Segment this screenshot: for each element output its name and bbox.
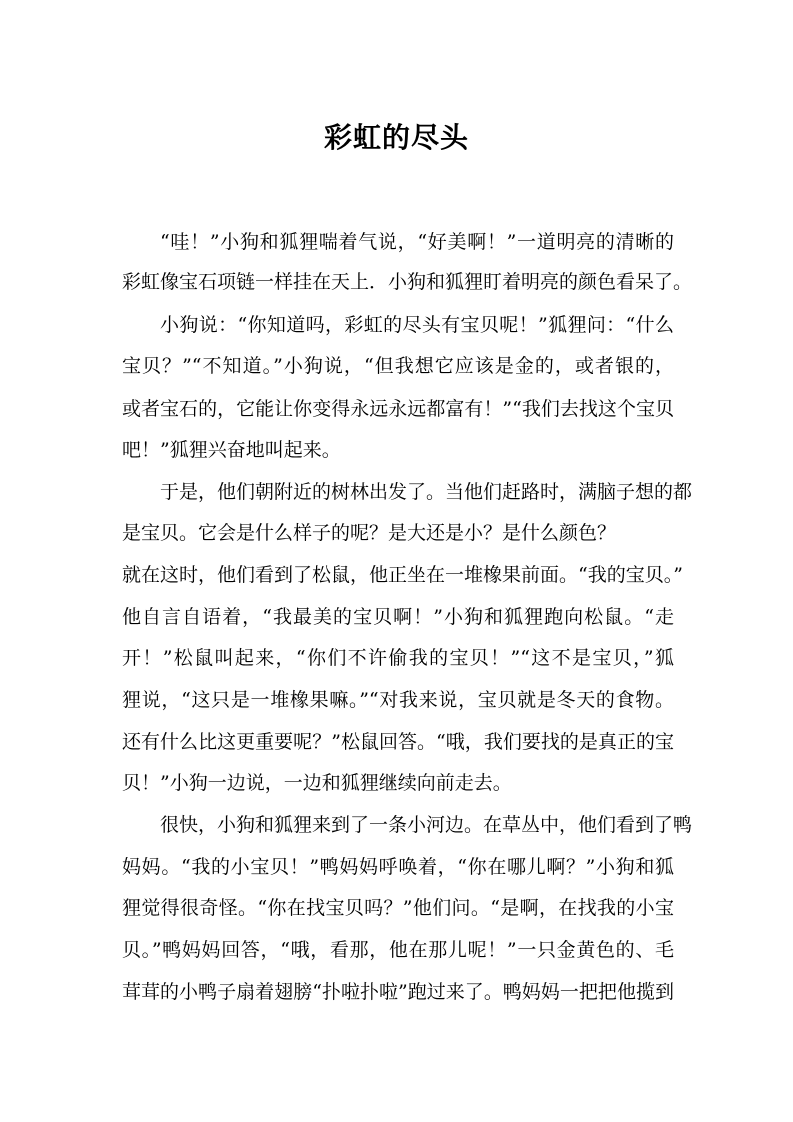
text-line: 就在这时，他们看到了松鼠，他正坐在一堆橡果前面。“我的宝贝。” <box>122 564 683 586</box>
text-line: 是宝贝。它会是什么样子的呢？是大还是小？是什么颜色？ <box>122 522 617 544</box>
text-line: 开！”松鼠叫起来，“你们不许偷我的宝贝！”“这不是宝贝，”狐 <box>122 647 674 669</box>
text-line: 很快，小狗和狐狸来到了一条小河边。在草丛中，他们看到了鸭 <box>160 814 693 836</box>
text-line: 于是，他们朝附近的树林出发了。当他们赶路时，满脑子想的都 <box>160 481 693 503</box>
text-line: 吧！”狐狸兴奋地叫起来。 <box>122 439 341 461</box>
text-line: 贝。”鸭妈妈回答，“哦，看那，他在那儿呢！”一只金黄色的、毛 <box>122 939 674 961</box>
text-line: 狸说，“这只是一堆橡果嘛。”“对我来说，宝贝就是冬天的食物。 <box>122 689 674 711</box>
text-line: 或者宝石的，它能让你变得永远永远都富有！”“我们去找这个宝贝 <box>122 398 674 420</box>
text-line: 狸觉得很奇怪。“你在找宝贝吗？”他们问。“是啊，在找我的小宝 <box>122 897 674 919</box>
document-title: 彩虹的尽头 <box>323 121 469 154</box>
text-line: “哇！”小狗和狐狸喘着气说，“好美啊！”一道明亮的清晰的 <box>160 231 674 253</box>
text-line: 小狗说：“你知道吗，彩虹的尽头有宝贝呢！”狐狸问：“什么 <box>160 314 674 336</box>
text-line: 贝！”小狗一边说，一边和狐狸继续向前走去。 <box>122 772 512 794</box>
text-line: 他自言自语着，“我最美的宝贝啊！”小狗和狐狸跑向松鼠。“走 <box>122 606 674 628</box>
text-line: 还有什么比这更重要呢？”松鼠回答。“哦，我们要找的是真正的宝 <box>122 731 674 753</box>
text-line: 彩虹像宝石项链一样挂在天上．小狗和狐狸盯着明亮的颜色看呆了。 <box>122 271 693 293</box>
text-line: 妈妈。“我的小宝贝！”鸭妈妈呼唤着，“你在哪儿啊？”小狗和狐 <box>122 856 674 878</box>
text-line: 宝贝？”“不知道。”小狗说，“但我想它应该是金的，或者银的， <box>122 355 674 377</box>
text-line: 茸茸的小鸭子扇着翅膀“扑啦扑啦”跑过来了。鸭妈妈一把把他揽到 <box>122 981 674 1003</box>
